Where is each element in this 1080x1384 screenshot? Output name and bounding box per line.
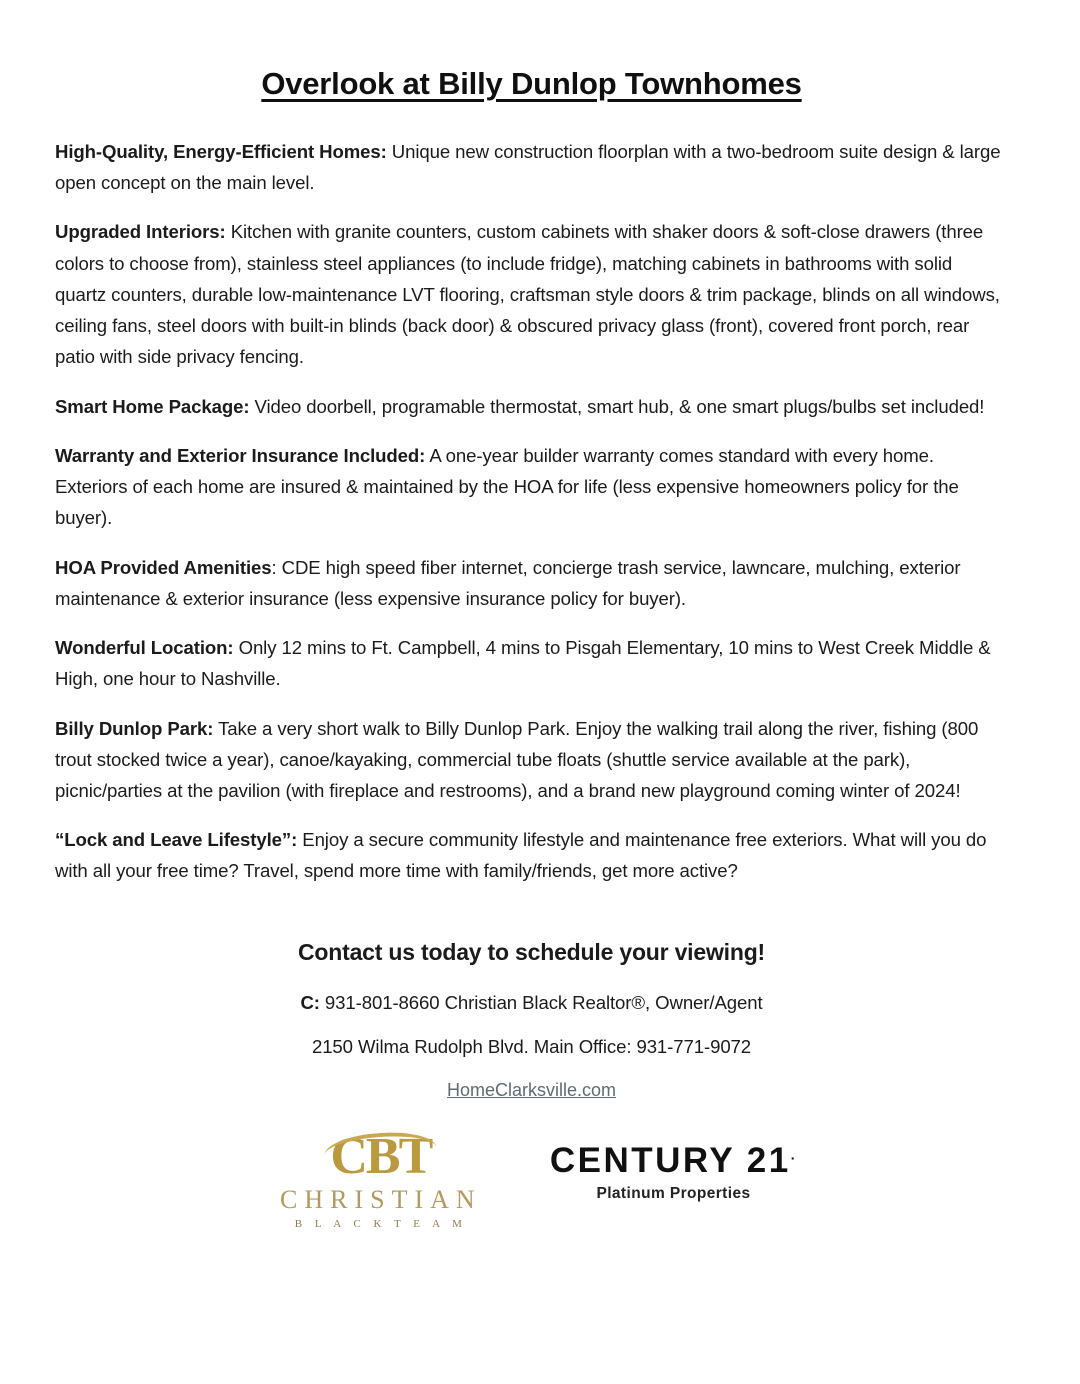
- christian-black-team-logo: [266, 1127, 496, 1230]
- paragraph-body: Unique new construction floorplan with a two-bedroom suite design & large open concept on the main level.: [55, 141, 1001, 194]
- paragraph-lead: Smart Home Package:: [55, 395, 250, 417]
- cbt-name-text: CHRISTIAN: [280, 1184, 482, 1214]
- cbt-monogram-icon: [330, 1127, 432, 1185]
- paragraph-body: Only 12 mins to Ft. Campbell, 4 mins to Pisgah Elementary, 10 mins to West Creek Middle & High, one hour to Nashville.: [55, 637, 991, 690]
- paragraph-smart-home-package: [55, 391, 1008, 422]
- paragraph-upgraded-interiors: [55, 216, 1008, 372]
- century21-logo: [550, 1127, 797, 1203]
- paragraph-billy-dunlop-park: [55, 713, 1008, 807]
- paragraph-body: Video doorbell, programable thermostat, smart hub, & one smart plugs/bulbs set included!: [249, 395, 985, 417]
- century21-subtitle: Platinum Properties: [596, 1184, 751, 1202]
- paragraph-wonderful-location: [55, 632, 1008, 694]
- contact-office-line: 2150 Wilma Rudolph Blvd. Main Office: 931-771-9072: [311, 1035, 752, 1057]
- contact-phone-value: 931-801-8660 Christian Black Realtor®, Owner/Agent: [319, 991, 763, 1013]
- paragraph-hoa-amenities: [55, 552, 1008, 614]
- page-title: Overlook at Billy Dunlop Townhomes: [261, 66, 802, 101]
- contact-heading: Contact us today to schedule your viewing!: [298, 938, 765, 965]
- paragraph-body: A one-year builder warranty comes standard with every home. Exteriors of each home are insured & maintained by the HOA for life (less expensive homeowners policy for the buyer).: [55, 444, 959, 529]
- paragraph-body: Take a very short walk to Billy Dunlop Park. Enjoy the walking trail along the river, fishing (800 trout stocked twice a year), canoe/kayaking, commercial tube floats (shuttle service available at the park), picnic/parties at the pavilion (with fireplace and restrooms), and a brand new playground coming winter of 2024!: [55, 717, 979, 801]
- century21-wordmark-text: CENTURY 21: [549, 1140, 791, 1180]
- century21-dot-icon: .: [790, 1146, 798, 1163]
- paragraph-lead: Billy Dunlop Park:: [55, 717, 214, 739]
- logo-row: [55, 1127, 1008, 1230]
- century21-wordmark: [549, 1140, 798, 1180]
- paragraph-lead: Warranty and Exterior Insurance Included:: [55, 444, 426, 466]
- paragraph-body: Enjoy a secure community lifestyle and maintenance free exteriors. What will you do with all your free time? Travel, spend more time with family/friends, get more active?: [55, 829, 987, 882]
- cbt-subtitle-text: B L A C K T E A M: [294, 1217, 467, 1230]
- paragraph-lead: HOA Provided Amenities: [55, 556, 272, 578]
- paragraph-lead: Upgraded Interiors:: [55, 221, 226, 243]
- cbt-monogram-text: CBT: [330, 1127, 432, 1185]
- paragraph-body: : CDE high speed fiber internet, concierge trash service, lawncare, mulching, exterior maintenance & exterior insurance (less expensive insurance policy for buyer).: [55, 556, 961, 609]
- paragraph-high-quality-homes: [55, 136, 1008, 198]
- contact-phone-label: C:: [300, 991, 320, 1013]
- contact-phone-line: [55, 992, 1008, 1014]
- paragraph-lock-and-leave: [55, 824, 1008, 886]
- paragraph-warranty-insurance: [55, 440, 1008, 534]
- paragraph-lead: “Lock and Leave Lifestyle”:: [55, 829, 298, 851]
- paragraph-lead: High-Quality, Energy-Efficient Homes:: [55, 141, 387, 162]
- paragraph-body: Kitchen with granite counters, custom cabinets with shaker doors & soft-close drawers (three colors to choose from), stainless steel appliances (to include fridge), matching cabinets in bathrooms with solid quartz counters, durable low-maintenance LVT flooring, craftsman style doors & trim package, blinds on all windows, ceiling fans, steel doors with built-in blinds (back door) & obscured privacy glass (front), covered front porch, rear patio with side privacy fencing.: [55, 221, 1000, 368]
- website-link[interactable]: HomeClarksville.com: [446, 1079, 617, 1100]
- paragraph-lead: Wonderful Location:: [55, 637, 234, 659]
